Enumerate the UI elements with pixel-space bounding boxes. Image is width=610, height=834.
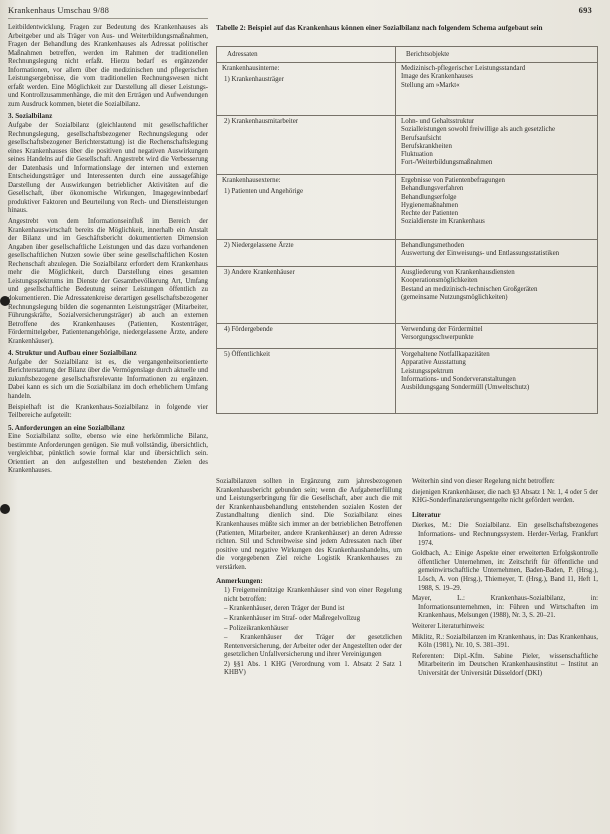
paragraph: Leitbildentwicklung. Fragen zur Bedeutung des Krankenhauses als Arbeitgeber und als Träger von Aus- und Weiterbildungsmaßnahmen, Fragen der Behandlung des Krankenhauses als Adressat politischer Maßnahmen betreffen, werden im Rahmen der traditionellen Rechnungslegung nicht erfaßt. Hierzu bedarf es ergänzender Informationen, vor allem über die medizinischen und pflegerischen Leistungsergebnisse, die vom traditionellen Rechnungswesen nicht erfaßt werden. Eine Möglichkeit zur Darstellung all dieser Leistungs- und Kontrollzusammenhänge, die mit den Erträgen und Aufwendungen zum Ausdruck kommen, bietet die Sozialbilanz.: [8, 24, 208, 108]
table-row: [217, 349, 598, 414]
section-heading-4: 4. Struktur und Aufbau einer Sozialbilanz: [8, 349, 137, 358]
group-label: Krankenhausinterne:: [222, 65, 280, 73]
paragraph: Aufgabe der Sozialbilanz (gleichlautend mit gesellschaftlicher Rechnungslegung, gesellschaftsbezogener Rechnungslegung oder gesellschaftsbezogener Berichterstattung) ist die Rechenschaftslegung eines Krankenhauses über die positiven und negativen Auswirkungen seines Handelns auf die Gesellschaft. Angestrebt wird die Verbesserung der Datenbasis und Informationslage der internen und externen Entscheidungsträger und Interessenten durch eine aussagefähige Darstellung der Auswirkungen betrieblicher Aktivitäten auf die Gesellschaft, über ökonomische Wirkungen, Imagegewinnbedarf produktiver Faktoren und Beurteilung von Rech- und Dienstleistungen hinaus.: [8, 122, 208, 215]
header-adressaten: Adressaten: [217, 47, 396, 63]
reference-item: Weiterer Literaturhinweis:: [412, 622, 485, 630]
table-caption: Tabelle 2: Beispiel auf das Krankenhaus können einer Sozialbilanz nach folgendem Schema aufgebaut sein: [216, 24, 543, 32]
note-item: – Krankenhäuser der Träger der gesetzlichen Rentenversicherung, der Arbeiter oder der Angestellten oder der gesetzlichen Unfallversicherung und ihrer Vereinigungen: [224, 634, 402, 659]
paragraph: Angestrebt von dem Informationseinfluß im Bereich der Krankenhauswirtschaft bereits die Möglichkeit, innerhalb ein Anstalt der Bilanz und im Geschäftsbericht dokumentierten Dimension Angaben über gesellschaftliche Leistungen und das dazu vorhandenen gesellschaftlichen Nutzen sowie über seine gesellschaftlichen Kosten Rechenschaft abzulegen. Die Sozialbilanz erfordert dem Krankenhaus mehr die Möglichkeit, durch Darstellung eines gesamten Leistungsspektrums im Dienste der Gesamtbevölkerung Art, Umfang und gesellschaftliche Bedeutung seiner Leistungen öffentlich zu dokumentieren. Die Adressatenkreise derartigen gesellschaftsbezogener Rechnungslegung bilden die sogenannten Leistungsträger (Mitarbeiter, Führungskräfte, Sozialversicherungsträger) ab auch an externen Betroffene des Krankenhauses (Patienten, Kostenträger, Fördermittelgeber, Patientenangehörige, niedergelassene Ärzte, andere Krankenhäuser).: [8, 218, 208, 345]
column-right: [412, 478, 598, 680]
objekt-line: Rechte der Patienten: [401, 210, 459, 218]
section-heading-3: 3. Sozialbilanz: [8, 112, 53, 121]
column-middle: [216, 478, 402, 679]
adressat-cell: 2) Krankenhausmitarbeiter: [224, 118, 299, 126]
paragraph: Eine Sozialbilanz sollte, ebenso wie eine herkömmliche Bilanz, bestimmte Anforderungen genügen. Sie muß vollständig, übersichtlich, vergleichbar, pünktlich sowie formal klar und übersichtlich sein. Orientiert an den aufgestellten und bestehenden Zielen des Krankenhauses.: [8, 433, 208, 475]
notes-list: [216, 587, 402, 678]
paragraph: Beispielhaft ist die Krankenhaus-Sozialbilanz in folgende vier Teilbereiche aufgeteilt:: [8, 403, 208, 420]
objekt-line: Berufskrankheiten: [401, 142, 452, 150]
objekt-line: Ergebnisse von Patientenbefragungen: [401, 177, 505, 185]
header-berichtsobjekte: Berichtsobjekte: [396, 47, 598, 63]
objekt-line: Auswertung der Einweisungs- und Entlassungsstatistiken: [401, 250, 560, 258]
objekt-line: Apparative Ausstattung: [401, 359, 466, 367]
objekt-line: Kooperationsmöglichkeiten: [401, 277, 478, 285]
adressat-cell: 3) Andere Krankenhäuser: [224, 269, 295, 277]
adressat-cell: 4) Fördergebende: [224, 326, 273, 334]
reference-item: Miklitz, R.: Sozialbilanzen im Krankenhaus, in: Das Krankenhaus, Köln (1981), Nr. 10, S. 381–391.: [412, 633, 598, 650]
group-label: Krankenhausexterne:: [222, 177, 281, 185]
objekt-line: Medizinisch-pflegerischer Leistungsstandard: [401, 65, 526, 73]
note-item: – Polizeikrankenhäuser: [224, 624, 289, 632]
reference-item: Referenten: Dipl.-Kfm. Sabine Pieler, wissenschaftliche Mitarbeiterin im Deutschen Krankenhausinstitut – Institut an Universität der Universität Düsseldorf (DKI): [412, 652, 598, 677]
objekt-line: Informations- und Sonderveranstaltungen: [401, 375, 516, 383]
objekt-line: Sozialleistungen sowohl freiwillige als auch gesetzliche Berufsaufsicht: [401, 126, 556, 142]
sozialbilanz-table: [216, 46, 598, 414]
punch-hole: [0, 504, 10, 514]
header-rule: [8, 18, 208, 19]
objekt-line: Versorgungsschwerpunkte: [401, 334, 474, 342]
adressat-cell: 5) Öffentlichkeit: [224, 351, 270, 359]
page-number: 693: [578, 5, 592, 15]
adressat-cell: 1) Krankenhausträger: [224, 76, 284, 84]
reference-item: Goldbach, A.: Einige Aspekte einer erweiterten Erfolgskontrolle öffentlicher Unternehmen, in: Zeitschrift für öffentliche und gemeinwirtschaftliche Unternehmen, Baden-Baden, P. (Hrsg.), Lösch, A. von (Hrsg.), Thiemeyer, T. (Hrsg.), Band 11, Heft 1, 1988, S. 19–29.: [412, 550, 598, 592]
table-header-row: [217, 47, 598, 63]
paragraph: Sozialbilanzen sollten in Ergänzung zum jahresbezogenen Krankenhausbericht gebunden sein; wenn die Aufgabenerfüllung und Leistungserbringung für die Gesellschaft, aber auch die mit der Krankenhausbehandlung entstehenden sozialen Kosten der Zustandhaltung dienlich sind. Die Sozialbilanz eines Krankenhauses müßte sich immer an der betrieblichen Betroffenen (Patienten, Mitarbeiter, andere Krankenhäuser) an deren Adresse richten. Stil und Schreibweise sind jedem Adressaten nach über positive und negative Wirkungen des Krankenhaushandelns, um die vorgegebenen Ziel reiche Logistik Krankenhauses zu verstärken.: [216, 478, 402, 571]
table-row: [217, 324, 598, 349]
note-item: 2) §§1 Abs. 1 KHG (Verordnung vom 1. Absatz 2 Satz 1 KHBV): [224, 660, 402, 677]
note-item: 1) Freigemeinnützige Krankenhäuser sind von einer Regelung nicht betroffen:: [224, 587, 402, 603]
paragraph: diejenigen Krankenhäuser, die nach §3 Absatz 1 Nr. 1, 4 oder 5 der KHG-Sonderfinanzierungsentgelte nicht gefördert werden.: [412, 488, 598, 505]
objekt-line: Hygienemaßnahmen: [401, 201, 459, 209]
journal-title: Krankenhaus Umschau 9/88: [8, 5, 110, 15]
column-left: [8, 24, 208, 478]
objekt-line: Behandlungsmethoden: [401, 242, 465, 250]
objekt-line: Sozialdienste im Krankenhaus: [401, 218, 485, 226]
table-row: [217, 175, 598, 240]
notes-heading: Anmerkungen:: [216, 576, 263, 585]
adressat-cell: 1) Patienten und Angehörige: [224, 188, 304, 196]
objekt-line: Lohn- und Gehaltsstruktur: [401, 118, 475, 126]
objekt-line: Ausgliederung von Krankenhausdiensten: [401, 269, 515, 277]
objekt-line: Fort-/Weiterbildungsmaßnahmen: [401, 159, 493, 167]
objekt-line: Fluktuation: [401, 151, 433, 159]
table-row: [217, 116, 598, 175]
table-row: [217, 267, 598, 324]
reference-item: Dierkes, M.: Die Sozialbilanz. Ein gesellschaftsbezogenes Informations- und Rechnungssystem. Herder-Verlag, Frankfurt 1974.: [412, 522, 598, 547]
adressat-cell: 2) Niedergelassene Ärzte: [224, 242, 294, 250]
note-item: – Krankenhäuser im Straf- oder Maßregelvollzug: [224, 614, 361, 622]
literature-heading: Literatur: [412, 510, 441, 519]
section-heading-5: 5. Anforderungen an eine Sozialbilanz: [8, 423, 125, 432]
objekt-line: Verwendung der Fördermittel: [401, 326, 483, 334]
paragraph: Aufgabe der Sozialbilanz ist es, die vergangenheitsorientierte Berichterstattung der Bilanz über die Vermögenslage durch aktuelle und zukunftsbezogene gesellschaftsrelevante Informationen zu ergänzen. Dabei kann es sich um die Sozialbilanz im doch erheblichem Umfang handeln.: [8, 358, 208, 400]
running-head: [8, 5, 592, 19]
objekt-line: Ausbildungsgang Sondermüll (Umweltschutz): [401, 384, 530, 392]
objekt-line: Leistungsspektrum: [401, 367, 454, 375]
reference-item: Mayer, L.: Krankenhaus-Sozialbilanz, in: Informationsunternehmen, in: Führen und Wirtschaften im Krankenhaus, Melsungen (1988), Nr. 3, S. 20–21.: [412, 595, 598, 620]
note-item: – Krankenhäuser, deren Träger der Bund ist: [224, 605, 345, 613]
objekt-line: Bestand an medizinisch-technischen Großgeräten: [401, 285, 538, 293]
paragraph: Weiterhin sind von dieser Regelung nicht betroffen:: [412, 478, 555, 485]
objekt-line: (gemeinsame Nutzungsmöglichkeiten): [401, 293, 508, 301]
objekt-line: Image des Krankenhauses: [401, 73, 473, 81]
objekt-line: Vorgehaltene Notfallkapazitäten: [401, 351, 490, 359]
table-row: [217, 240, 598, 267]
objekt-line: Stellung am »Markt«: [401, 81, 460, 89]
objekt-line: Behandlungsverfahren: [401, 185, 464, 193]
objekt-line: Behandlungserfolge: [401, 193, 457, 201]
table-row: [217, 63, 598, 116]
